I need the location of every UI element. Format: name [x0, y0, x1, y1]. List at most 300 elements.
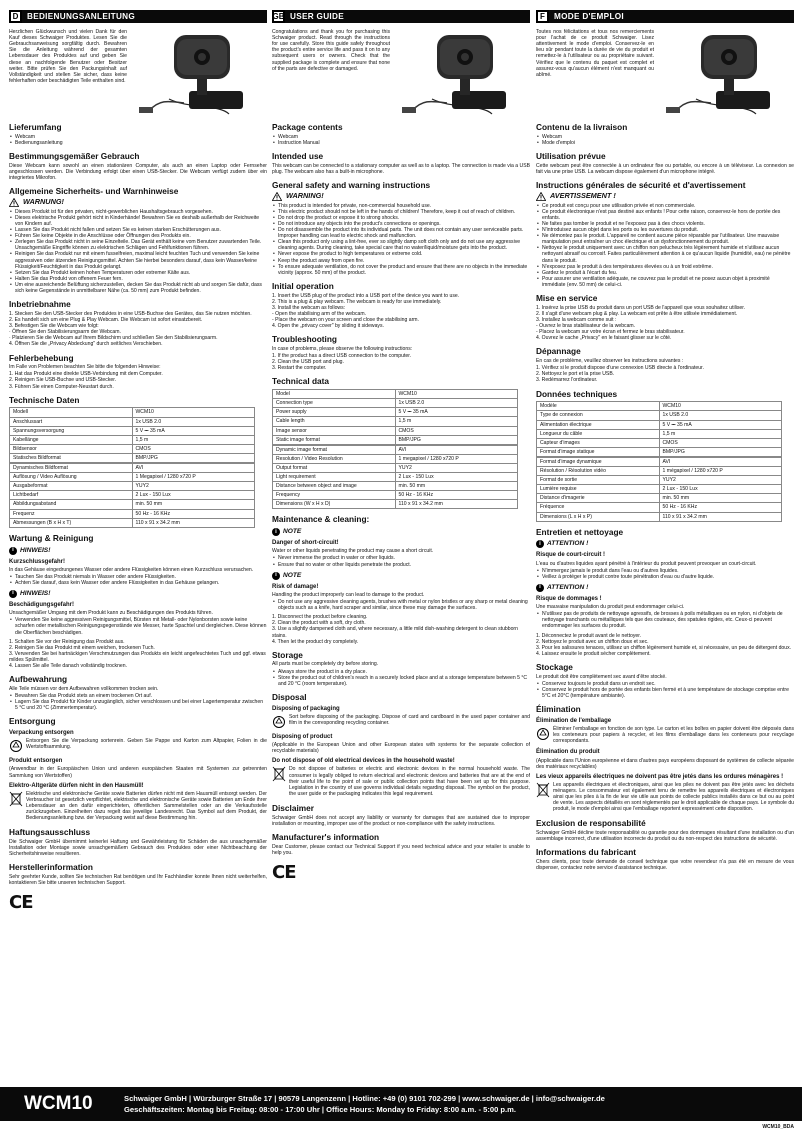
use-text: Cette webcam peut être connectée à un ordinateur fixe ou portable, ou encore à un téléviseur. La connexion se fait via une prise USB. La webcam dispose également d'un microphone intégré. [536, 162, 794, 175]
warning-label: WARNUNG! [23, 196, 64, 206]
note-item: • Veillez à protéger le produit contre toute pénétration d'eau ou d'autre liquide. [536, 574, 794, 580]
info-icon: i [536, 584, 544, 592]
safety-item: • Dieses Produkt ist für den privaten, nicht-gewerblichen Haushaltsgebrauch vorgesehen. [9, 209, 267, 215]
safety-item: • This electric product should not be left in the hands of children! Therefore, keep it out of reach of children. [272, 209, 530, 215]
note-title: Risk of damage! [272, 583, 319, 590]
footer-bar [0, 1087, 802, 1121]
operation-step: 3. Installez la webcam comme suit : [536, 317, 617, 323]
language-badge: F [536, 10, 549, 23]
troubleshooting-intro: En cas de problème, veuillez observer les instructions suivantes : [536, 358, 684, 365]
storage-item: • Conservez le produit hors de portée des enfants bien fermé et à une température de stockage comprise entre 5°C et 20°C (température ambiante). [536, 687, 794, 699]
note-title: Risque de court-circuit ! [536, 552, 606, 559]
spec-label: Static image format [273, 435, 396, 445]
spec-row [537, 494, 782, 503]
storage-text: All parts must be completely dry before storing. [272, 661, 379, 668]
cleaning-step: 3. Verwenden Sie bei hartnäckigen Verschmutzungen das Produkts ein leicht angefeuchtetes Tuch und ggf. etwas mildes Spülmittel. [9, 650, 266, 663]
cleaning-step: 3. Use a slightly dampened cloth and, where necessary, a little mild dish-washing detergent to clean stubborn stains. [272, 626, 518, 639]
spec-value: 1x USB 2.0 [659, 411, 782, 420]
tech-data-heading: Technische Daten [9, 394, 80, 405]
note-item: • Never immerse the product in water or other liquids. [272, 555, 530, 561]
operation-step: 2. Il s'agit d'une webcam plug & play. La webcam est prête à être utilisée immédiatement. [536, 310, 738, 317]
care-heading: Wartung & Reinigung [9, 532, 94, 543]
spec-label: Connection type [273, 399, 396, 408]
spec-label: Capteur d'images [537, 438, 660, 447]
note-text: Water or other liquids penetrating the product may cause a short circuit. [272, 548, 434, 555]
storage-item: • Store the product out of children's reach in a securely locked place and at a storage temperature between 5 °C and 20 °C (room temperature). [272, 675, 530, 687]
spec-row [10, 444, 255, 453]
manufacturer-heading: Informations du fabricant [536, 847, 637, 858]
language-badge: D [9, 10, 22, 23]
storage-text: Alle Teile müssen vor dem Aufbewahren vollkommen trocken sein. [9, 685, 159, 692]
section-header [536, 10, 794, 23]
product-disposal-heading: Disposing of product [272, 733, 333, 740]
safety-item: • Ne démontez pas le produit. L'appareil ne contient aucune pièce réparable par l'utilisateur. Une mauvaise manipulation peut entraîner un choc électrique et un dysfonctionnement du produit. [536, 233, 794, 245]
safety-item: • Ne faites pas tomber le produit et ne l'exposez pas à des chocs violents. [536, 221, 794, 227]
spec-label: Format de sortie [537, 476, 660, 485]
manufacturer-heading: Herstellerinformation [9, 862, 93, 873]
disposal-heading: Entsorgung [9, 716, 56, 727]
operation-heading: Initial operation [272, 280, 334, 291]
note-title: Kurzschlussgefahr! [9, 558, 66, 565]
language-badge: GB [272, 10, 285, 23]
intro-text: Congratulations and thank you for purchasing this Schwaiger product. Read through the instructions for use carefully. Store this guide safely throughout the product's entire service life and pass it on to any subsequent users or owners. Check that the supplied package is complete and ensure that none of the parts are defective or damaged. [272, 29, 390, 72]
liability-text: Schwaiger GmbH décline toute responsabilité ou garantie pour des dommages résultant d'une installation ou d'un assemblage incorrect, d'une utilisation incorrecte du produit ou du non-respect des instructions de sécurité. [536, 830, 794, 843]
spec-row [273, 473, 518, 482]
footer-hours: Geschäftszeiten: Montag bis Freitag: 08:00 - 17:00 Uhr | Office Hours: Monday to Friday: 8:00 a.m. - 5:00 p.m. [124, 1105, 517, 1114]
spec-value: YUY2 [132, 482, 255, 491]
safety-item: • Dieses elektrische Produkt gehört nicht in Kinderhände! Bewahren Sie es deshalb außerhalb der Reichweite von Kindern auf. [9, 215, 267, 227]
spec-value: 2 Lux - 150 Lux [132, 491, 255, 500]
scope-item: • Mode d'emploi [536, 140, 794, 146]
spec-label: Format d'image statique [537, 447, 660, 457]
safety-item: • Clean this product only using a lint-free, ever so slightly damp soft cloth only and do not use any aggressive cleaning agents. During cleaning, take special care that no water/liquid/moisture gets into the product. [272, 239, 530, 251]
spec-value: 1,5 m [659, 429, 782, 438]
note-item: • Ensure that no water or other liquids penetrate the product. [272, 562, 530, 568]
operation-step: 1. Stecken Sie den USB-Stecker des Produktes in eine USB-Buchse des Gerätes, das Sie nutzen möchten. [9, 310, 252, 317]
note-item: • Do not use any aggressive cleaning agents, brushes with metal or nylon bristles or any sharp or metal cleaning objects such as a knife, hard scraper and similar, since these may damage the surfaces. [272, 599, 530, 611]
spec-label: Ausgabeformat [10, 482, 133, 491]
note-item: • Achten Sie darauf, dass kein Wasser oder andere Flüssigkeiten in das Gehäuse gelangen. [9, 580, 267, 586]
scope-heading: Lieferumfang [9, 122, 62, 132]
note-title: Beschädigungsgefahr! [9, 602, 75, 609]
spec-label: Resolution / Video Resolution [273, 454, 396, 463]
weee-heading: Les vieux appareils électriques ne doivent pas être jetés dans les ordures ménagères ! [536, 773, 784, 780]
note-item: • Tauchen Sie das Produkt niemals in Wasser oder andere Flüssigkeiten. [9, 574, 267, 580]
spec-label: Kabellänge [10, 435, 133, 444]
wheelie-bin-icon [536, 782, 550, 798]
cleaning-step: 4. Lassen Sie alle Teile danach vollständig trocknen. [9, 663, 127, 670]
liability-heading: Disclaimer [272, 802, 314, 813]
footer-info [124, 1093, 605, 1115]
spec-row [10, 482, 255, 491]
cleaning-step: 1. Disconnect the product before cleaning. [272, 614, 368, 621]
troubleshooting-intro: In case of problems, please observe the following instructions: [272, 345, 413, 352]
spec-label: Dynamisches Bildformat [10, 463, 133, 473]
spec-value: 2 Lux - 150 Lux [659, 485, 782, 494]
cleaning-step: 3. Pour les salissures tenaces, utilisez un chiffon légèrement humide et, si nécessaire, un peu de détergent doux. [536, 644, 792, 651]
document-code: WCM10_BDA [762, 1124, 794, 1130]
spec-label: Alimentation électrique [537, 420, 660, 429]
spec-label: Output format [273, 463, 396, 472]
spec-value: AVI [132, 463, 255, 473]
spec-row [10, 417, 255, 426]
safety-item: • Ce produit électronique n'est pas destiné aux enfants ! Pour cette raison, conservez-le hors de portée des enfants. [536, 209, 794, 221]
packaging-heading: Disposing of packaging [272, 705, 340, 712]
spec-label: Modèle [537, 402, 660, 411]
spec-label: Dimensions (L x H x P) [537, 512, 660, 521]
operation-heading: Mise en service [536, 293, 598, 304]
safety-item: • Nettoyez le produit uniquement avec un chiffon non pelucheux très légèrement humide et n'utilisez aucun nettoyant abrasif ou corrosif. Faites particulièrement attention à ce qu'aucun liquide (humidité, eau) ne pénètre dans le produit. [536, 245, 794, 263]
spec-value: 110 x 91 x 34.2 mm [132, 518, 255, 527]
scope-item: • Webcam [536, 134, 794, 140]
spec-label: Lichtbedarf [10, 491, 133, 500]
spec-value: min. 50 mm [659, 494, 782, 503]
webcam-illustration [129, 29, 259, 117]
spec-value: 50 Hz - 16 KHz [132, 509, 255, 518]
spec-value: 1x USB 2.0 [132, 417, 255, 426]
tech-data-heading: Données techniques [536, 388, 618, 399]
safety-item: • Um eine ausreichende Belüftung sicherzustellen, decken Sie das Produkt nicht ab und sorgen Sie dafür, dass sich keine Gegenstände in unmittelbarer Nähe (ca. 50 mm) zum Produkt befinden. [9, 282, 267, 294]
intro-text: Toutes nos félicitations et tous nos remerciements pour l'achat de ce produit Schwaiger. Lisez attentivement le mode d'emploi. Conservez-le en lieu sûr pendant toute la durée de vie du produit et remettez-le à l'utilisateur ou au propriétaire suivant. Vérifiez que le contenu du paquet est complet et assurez-vous qu'aucun élément n'est manquant ou abîmé. [536, 29, 654, 78]
manufacturer-heading: Manufacturer's information [272, 831, 380, 842]
spec-label: Longueur du câble [537, 429, 660, 438]
safety-item: • Halten Sie das Produkt von offenem Feuer fern. [9, 276, 267, 282]
spec-label: Type de connexion [537, 411, 660, 420]
troubleshooting-step: 3. Führen Sie einen Computer-Neustart durch. [9, 383, 114, 390]
spec-label: Dimensions (W x H x D) [273, 500, 396, 509]
section-header [9, 10, 267, 23]
spec-row [537, 476, 782, 485]
spec-row [10, 463, 255, 473]
spec-label: Anschlussart [10, 417, 133, 426]
tech-data-table [536, 401, 782, 521]
spec-row [10, 509, 255, 518]
spec-label: Spannungsversorgung [10, 426, 133, 435]
liability-heading: Haftungsausschluss [9, 827, 91, 838]
troubleshooting-step: 3. Redémarrez l'ordinateur. [536, 377, 598, 384]
spec-row [537, 402, 782, 411]
weee-text: Elektrische und elektronische Geräte sowie Batterien dürfen nicht mit dem Hausmüll entsorgt werden. Der Verbraucher ist gesetzlich verpflichtet, elektrische und elektronische Geräte sowie Batterien am Ende ihrer Lebensdauer an den dafür eingerichteten, öffentlichen Sammelstellen oder an die Verkaufsstelle zurückzugeben. Einzelheiten dazu regelt das jeweilige Landesrecht. Das Symbol auf dem Produkt, der Bedienungsanleitung bzw. der Verpackung weist auf diese Bestimmung hin. [26, 790, 267, 822]
spec-row [273, 482, 518, 491]
care-heading: Maintenance & cleaning: [272, 514, 370, 525]
storage-item: • Conservez toujours le produit dans un endroit sec. [536, 681, 794, 687]
manufacturer-text: Dear Customer, please contact our Technical Support if you need technical advice and your retailer is unable to help you. [272, 843, 530, 856]
spec-value: min. 50 mm [132, 500, 255, 509]
spec-value: CMOS [659, 438, 782, 447]
troubleshooting-heading: Dépannage [536, 346, 581, 357]
use-heading: Utilisation prévue [536, 150, 606, 161]
column-german [9, 10, 267, 1076]
note-item: • N'immergez jamais le produit dans l'eau ou d'autres liquides. [536, 568, 794, 574]
spec-label: Lumière requise [537, 485, 660, 494]
spec-value: CMOS [132, 444, 255, 453]
operation-step: 4. Ouvrez le cache „Privacy" en le faisant glisser sur le côté. [536, 335, 672, 342]
manufacturer-text: Chers clients, pour toute demande de conseil technique que votre revendeur n'a pas été en mesure de vous dispenser, contactez notre service d'assistance technique. [536, 859, 794, 872]
spec-value: BMP/JPG [659, 447, 782, 457]
spec-value: WCM10 [659, 402, 782, 411]
operation-step: 2. Es handelt sich um eine Plug & Play Webcam. Die Webcam ist sofort einsatzbereit. [9, 317, 203, 323]
product-disposal-heading: Produkt entsorgen [9, 758, 63, 765]
spec-label: Light requirement [273, 473, 396, 482]
safety-heading: General safety and warning instructions [272, 179, 431, 190]
spec-row [273, 500, 518, 509]
liability-text: Schwaiger GmbH does not accept any liability or warranty for damages that are sustained due to improper installation or mounting, improper use of the product or non-compliance with the safety instructions. [272, 814, 530, 827]
spec-label: Modell [10, 408, 133, 417]
spec-value: WCM10 [132, 408, 255, 417]
disposal-heading: Disposal [272, 691, 307, 702]
spec-row [273, 435, 518, 445]
care-heading: Entretien et nettoyage [536, 526, 624, 537]
spec-label: Cable length [273, 417, 396, 426]
warning-icon [272, 192, 282, 201]
safety-item: • Never expose the product to high temperatures or extreme cold. [272, 251, 530, 257]
spec-row [273, 426, 518, 435]
spec-value: YUY2 [395, 463, 518, 472]
info-icon: i [272, 572, 280, 580]
spec-row [10, 426, 255, 435]
header-title: USER GUIDE [290, 11, 344, 21]
spec-label: Distance d'imagerie [537, 494, 660, 503]
spec-value: 5 V ⎓ 35 mA [132, 426, 255, 435]
spec-label: Dynamic image format [273, 445, 396, 455]
spec-value: 1x USB 2.0 [395, 399, 518, 408]
spec-value: 110 x 91 x 34.2 mm [395, 500, 518, 509]
scope-item: • Instruction Manual [272, 140, 530, 146]
scope-heading: Package contents [272, 122, 343, 132]
note-text: Handling the product improperly can lead to damage to the product. [272, 591, 425, 598]
disposal-heading: Élimination [536, 704, 581, 715]
spec-row [10, 518, 255, 527]
spec-value: WCM10 [395, 390, 518, 399]
scope-item: • Bedienungsanleitung [9, 140, 267, 146]
note-text: In das Gehäuse eingedrungenes Wasser oder andere Flüssigkeiten können einen Kurzschluss verursachen. [9, 566, 254, 573]
warning-label: WARNING! [286, 190, 324, 200]
safety-item: • Gardez le produit à l'écart du feu. [536, 270, 794, 276]
spec-value: 110 x 91 x 34.2 mm [659, 512, 782, 521]
info-icon: i [9, 590, 17, 598]
note-label: NOTE [283, 528, 302, 536]
ce-mark: CE [9, 892, 33, 914]
operation-step: · Platzieren Sie die Webcam auf Ihrem Bildschirm und schließen Sie den Stabilisierungsarm. [9, 335, 218, 342]
packaging-text: Entsorgen Sie die Verpackung sortenrein. Geben Sie Pappe und Karton zum Altpapier, Folien in die Wertstoffsammlung. [26, 738, 267, 751]
ce-mark: CE [272, 861, 296, 883]
spec-row [537, 429, 782, 438]
spec-label: Bildsensor [10, 444, 133, 453]
spec-row [537, 411, 782, 420]
troubleshooting-heading: Troubleshooting [272, 334, 337, 345]
spec-value: 1,5 m [395, 417, 518, 426]
spec-row [10, 500, 255, 509]
note-item: • Verwenden Sie keine aggressiven Reinigungsmittel, Bürsten mit Metall- oder Nylonborsten sowie keine scharfen oder metallischen Reinigungsgegenstände wie Messer, harte Spachtel und dergleichen. Diese können die Oberflächen beschädigen. [9, 617, 267, 635]
operation-step: - Open the stabilising arm of the webcam. [272, 310, 366, 317]
info-icon: i [272, 528, 280, 536]
tech-data-heading: Technical data [272, 376, 330, 387]
operation-step: - Placez la webcam sur votre écran et fermez le bras stabilisateur. [536, 329, 685, 336]
spec-row [273, 408, 518, 417]
spec-row [10, 435, 255, 444]
note-text: Une mauvaise manipulation du produit peut endommager celui-ci. [536, 604, 685, 611]
note-text: Unsachgemäßer Umgang mit dem Produkt kann zu Beschädigungen des Produkts führen. [9, 610, 213, 617]
spec-row [537, 485, 782, 494]
webcam-illustration [656, 29, 786, 117]
storage-item: • Lagern Sie das Produkt für Kinder unzugänglich, sicher verschlossen und bei einer Lagertemperatur zwischen 5 °C und 20 °C (Zimmertemperatur). [9, 699, 267, 711]
packaging-text: Sort before disposing of the packaging. Dispose of card and cardboard in the used paper container and film in the corresponding recycling container. [289, 713, 530, 726]
note-label: ATTENTION ! [547, 583, 589, 591]
safety-item: • Führen Sie keine Objekte in die Anschlüsse oder Öffnungen des Produkts ein. [9, 233, 267, 239]
spec-row [537, 512, 782, 521]
troubleshooting-step: 3. Restart the computer. [272, 365, 327, 372]
spec-value: AVI [395, 445, 518, 455]
storage-item: • Bewahren Sie das Produkt stets an einem trockenen Ort auf. [9, 693, 267, 699]
spec-value: YUY2 [659, 476, 782, 485]
note-label: NOTE [283, 571, 302, 579]
wheelie-bin-icon [272, 766, 286, 782]
use-heading: Bestimmungsgemäßer Gebrauch [9, 150, 140, 161]
weee-text: Les appareils électriques et électroniques, ainsi que les piles ne doivent pas être jetés avec les déchets ménagers. Le consommateur est également tenu de remettre les appareils électriques et électroniques ainsi que les piles à la fin de leur vie utile aux points de collecte publics installés dans ce but ou au point de vente. Les aspects détaillés en sont réglementés par le droit applicable de chaque pays. Le symbole du produit, le mode d'emploi ainsi que l'emballage reportent expressément cette disposition. [553, 781, 794, 813]
webcam-illustration [392, 29, 522, 117]
note-label: HINWEIS! [20, 546, 51, 554]
spec-row [10, 473, 255, 482]
spec-value: min. 50 mm [395, 482, 518, 491]
product-disposal-text: (Anwendbar in der Europäischen Union und anderen europäischen Staaten mit Systemen zur getrennten Sammlung von Wertstoffen) [9, 766, 267, 779]
note-label: HINWEIS! [20, 590, 51, 598]
operation-step: 4. Öffnen Sie die „Privacy Abdeckung" durch seitliches Verschieben. [9, 341, 163, 348]
packaging-text: Éliminer l'emballage en fonction de son type. Le carton et les boîtes en papier doivent être déposés dans les conteneurs pour papiers à recycler, et les films d'emballage dans les conteneurs pour recyclage correspondants. [553, 726, 794, 745]
operation-step: - Ouvrez le bras stabilisateur de la webcam. [536, 323, 636, 330]
troubleshooting-intro: Im Falle von Problemen beachten Sie bitte die folgenden Hinweise: [9, 364, 161, 371]
spec-value: AVI [659, 457, 782, 467]
safety-item: • Reinigen Sie das Produkt nur mit einem fusselfreien, maximal leicht feuchten Tuch und verwenden Sie keine aggressiven oder ätzenden Reinigungsmittel. Achten Sie hierbei besonders darauf, dass kein Wasser/keine Flüssigkeit/Feuchtigkeit in das Produkt gelangt. [9, 251, 267, 269]
note-item: • N'utilisez pas de produits de nettoyage agressifs, de brosses à poils métalliques ou en nylon, ni d'objets de nettoyage tranchants ou métalliques tels que des couteaux, des spatules rigides, etc. Ceux-ci peuvent endommager les surfaces du produit. [536, 611, 794, 629]
spec-label: Image sensor [273, 426, 396, 435]
spec-label: Model [273, 390, 396, 399]
safety-item: • Lassen Sie das Produkt nicht fallen und setzen Sie es keinen starken Erschütterungen aus. [9, 227, 267, 233]
safety-item: • Do not drop the product or expose it to strong shocks. [272, 215, 530, 221]
spec-value: CMOS [395, 426, 518, 435]
scope-item: • Webcam [272, 134, 530, 140]
operation-step: - Place the webcam on your screen and close the stabilising arm. [272, 317, 419, 323]
spec-row [537, 467, 782, 476]
section-header [272, 10, 530, 23]
spec-label: Abbildungsabstand [10, 500, 133, 509]
tech-data-table [272, 389, 518, 509]
safety-item: • Do not disassemble the product into its individual parts. The unit does not contain any user serviceable parts. Improper handling can lead to electric shock and malfunction. [272, 227, 530, 239]
cleaning-step: 4. Then let the product dry completely. [272, 638, 359, 645]
warning-icon [9, 198, 19, 207]
safety-item: • Keep the product away from open fire. [272, 258, 530, 264]
column-english [272, 10, 530, 1076]
spec-value: 50 Hz - 16 KHz [395, 491, 518, 500]
product-disposal-heading: Élimination du produit [536, 749, 600, 756]
spec-label: Statisches Bildformat [10, 453, 133, 463]
spec-label: Power supply [273, 408, 396, 417]
safety-item: • N'exposez pas le produit à des températures élevées ou à un froid extrême. [536, 264, 794, 270]
safety-item: • Zerlegen Sie das Produkt nicht in seine Einzelteile. Das Gerät enthält keine vom Benutzer zuwartenden Teile. Unsachgemäße Eingriffe können zu elektrischen Schlägen und Fehlfunktionen führen. [9, 239, 267, 251]
header-title: MODE D'EMPLOI [554, 11, 624, 21]
spec-row [537, 438, 782, 447]
liability-heading: Exclusion de responsabilité [536, 818, 646, 829]
weee-heading: Elektro-Altgeräte dürfen nicht in den Hausmüll! [9, 782, 144, 789]
spec-value: 1,5 m [132, 435, 255, 444]
spec-label: Frequenz [10, 509, 133, 518]
spec-label: Distance between object and image [273, 482, 396, 491]
spec-row [273, 417, 518, 426]
info-icon: i [536, 540, 544, 548]
spec-row [537, 457, 782, 467]
product-disposal-text: (Applicable dans l'Union européenne et dans d'autres pays européens disposant de systèmes de collecte séparée des matériaux recyclables) [536, 757, 794, 770]
spec-label: Frequency [273, 491, 396, 500]
recycle-icon [9, 738, 23, 754]
safety-item: • Ce produit est conçu pour une utilisation privée et non commerciale. [536, 203, 794, 209]
note-title: Risque de dommages ! [536, 595, 602, 602]
troubleshooting-step: 2. Nettoyez le port et la prise USB. [536, 371, 615, 378]
storage-heading: Storage [272, 649, 303, 660]
troubleshooting-step: 2. Reinigen Sie USB-Buchse und USB-Stecker. [9, 377, 117, 384]
packaging-heading: Élimination de l'emballage [536, 717, 612, 724]
spec-value: 1 Megapixel / 1280 x720 P [132, 473, 255, 482]
safety-heading: Allgemeine Sicherheits- und Warnhinweise [9, 185, 179, 196]
note-title: Danger of short-circuit! [272, 540, 339, 547]
footer-address: Schwaiger GmbH | Würzburger Straße 17 | 90579 Langenzenn | Hotline: +49 (0) 9101 702-299 | www.schwaiger.de | info@schwaiger.de [124, 1094, 605, 1103]
spec-value: 1 megapixel / 1280 x720 P [395, 454, 518, 463]
info-icon: i [9, 547, 17, 555]
spec-value: 1 mégapixel / 1280 x720 P [659, 467, 782, 476]
cleaning-step: 1. Déconnectez le produit avant de le nettoyer. [536, 632, 642, 639]
spec-row [10, 408, 255, 417]
spec-row [537, 447, 782, 457]
safety-item: • Do not introduce any objects into the product's connections or openings. [272, 221, 530, 227]
operation-step: 3. Befestigen Sie die Webcam wie folgt: [9, 323, 99, 330]
recycle-icon [272, 714, 286, 730]
wheelie-bin-icon [9, 791, 23, 807]
note-label: ATTENTION ! [547, 540, 589, 548]
tech-data-table [9, 407, 255, 527]
cleaning-step: 1. Schalten Sie vor der Reinigung das Produkt aus. [9, 638, 125, 645]
spec-label: Auflösung / Video Auflösung [10, 473, 133, 482]
liability-text: Die Schwaiger GmbH übernimmt keinerlei Haftung und Gewährleistung für Schäden die aus unsachgemäßer Installation oder Montage sowie unsachgemäßem Gebrauch des Produktes oder einer Nichtbeachtung der Sicherheitshinweise resultieren. [9, 839, 267, 858]
scope-item: • Webcam [9, 134, 267, 140]
cleaning-step: 2. Clean the product with a soft, dry cloth. [272, 620, 366, 627]
use-text: This webcam can be connected to a stationary computer as well as to a laptop. The connection is made via a USB plug. The webcam also has a built-in microphone. [272, 162, 530, 175]
use-heading: Intended use [272, 150, 324, 161]
recycle-icon [536, 726, 550, 742]
operation-step: 4. Open the „privacy cover" by sliding it sideways. [272, 323, 384, 330]
use-text: Diese Webcam kann sowohl an einen stationären Computer, als auch an einen Laptop oder Fernseher angeschlossen werden. Die Verbindung erfolgt über einen USB-Stecker. Die Webcam verfügt zudem über ein integriertes Mikrofon. [9, 162, 267, 181]
warning-label: AVERTISSEMENT ! [550, 190, 616, 200]
spec-value: 50 Hz - 16 KHz [659, 503, 782, 512]
cleaning-step: 2. Nettoyez le produit avec un chiffon doux et sec. [536, 638, 649, 645]
operation-step: 1. Insert the USB plug of the product into a USB port of the device you want to use. [272, 292, 460, 299]
spec-value: 2 Lux - 150 Lux [395, 473, 518, 482]
spec-value: 5 V ⎓ 35 mA [659, 420, 782, 429]
spec-label: Résolution / Résolution vidéo [537, 467, 660, 476]
operation-step: 2. This is a plug & play webcam. The webcam is ready for use immediately. [272, 298, 442, 305]
troubleshooting-step: 1. Vérifiez si le produit dispose d'une connexion USB directe à l'ordinateur. [536, 365, 704, 372]
header-title: BEDIENUNGSANLEITUNG [27, 11, 136, 21]
troubleshooting-step: 1. If the product has a direct USB connection to the computer. [272, 353, 412, 360]
safety-item: • This product is intended for private, non-commercial household use. [272, 203, 530, 209]
spec-row [273, 454, 518, 463]
spec-row [537, 420, 782, 429]
spec-value: BMP/JPG [132, 453, 255, 463]
weee-heading: Do not dispose of old electrical devices in the household waste! [272, 758, 455, 765]
operation-heading: Inbetriebnahme [9, 299, 71, 310]
safety-item: • N'introduisez aucun objet dans les ports ou les ouvertures du produit. [536, 227, 794, 233]
note-text: L'eau ou d'autres liquides ayant pénétré à l'intérieur du produit peuvent provoquer un court-circuit. [536, 560, 757, 567]
spec-row [10, 491, 255, 500]
product-disposal-text: (Applicable in the European Union and other European states with systems for the separate collection of recyclable materials) [272, 741, 530, 755]
column-french [536, 10, 794, 1076]
